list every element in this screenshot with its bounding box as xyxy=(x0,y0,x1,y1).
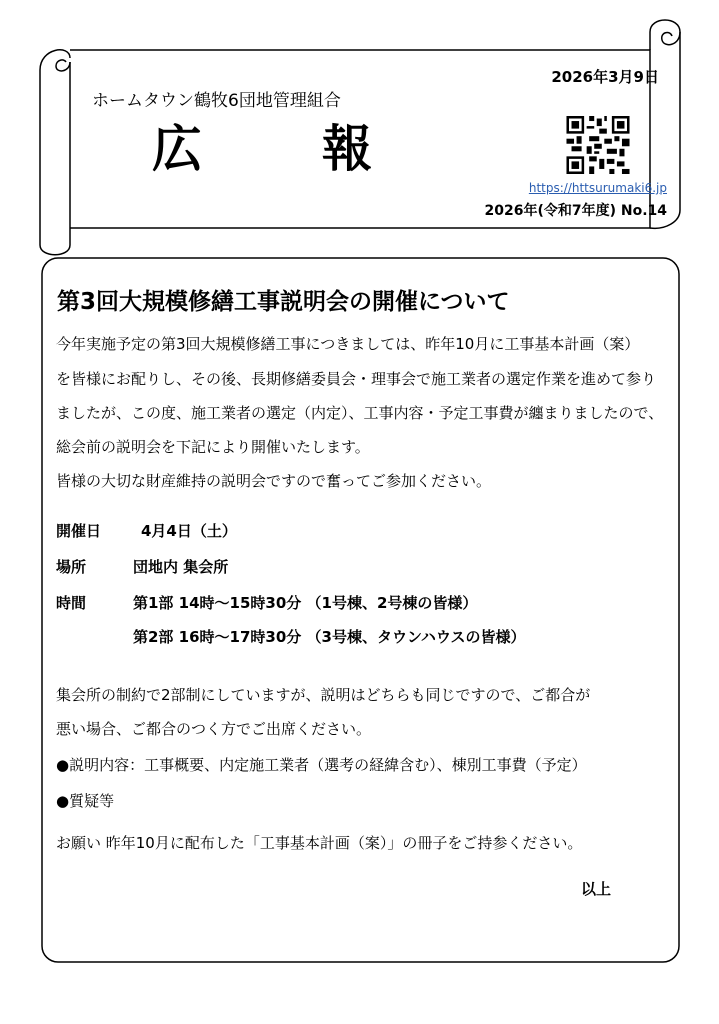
intro-line: を皆様にお配りし、その後、長期修繕委員会・理事会で施工業者の選定作業を進めて参り xyxy=(56,370,657,388)
event-time-label: 時間 xyxy=(56,594,87,612)
qr-code-icon xyxy=(566,116,630,174)
request-note: お願い 昨年10月に配布した「工事基本計画（案）」の冊子をご持参ください。 xyxy=(56,834,583,852)
intro-line: 今年実施予定の第3回大規模修繕工事につきましては、昨年10月に工事基本計画（案） xyxy=(56,335,640,353)
intro-line: 皆様の大切な財産維持の説明会ですので奮ってご参加ください。 xyxy=(56,472,492,490)
article-headline: 第3回大規模修繕工事説明会の開催について xyxy=(57,289,510,315)
event-date-label: 開催日 xyxy=(56,522,102,540)
newsletter-title: 広報 xyxy=(152,120,492,178)
intro-line: ましたが、この度、施工業者の選定（内定）、工事内容・予定工事費が纏まりましたので、 xyxy=(56,404,664,422)
website-link[interactable]: https://httsurumaki6.jp xyxy=(528,181,667,195)
session-2: 第2部 16時～17時30分 （3号棟、タウンハウスの皆様） xyxy=(133,628,526,646)
note-line: 集会所の制約で2部制にしていますが、説明はどちらも同じですので、ご都合が xyxy=(56,686,591,704)
event-date-value: 4月4日（土） xyxy=(141,522,237,540)
session-1: 第1部 14時～15時30分 （1号棟、2号棟の皆様） xyxy=(133,594,478,612)
note-line: 悪い場合、ご都合のつく方でご出席ください。 xyxy=(56,720,372,738)
organization-name: ホームタウン鶴牧6団地管理組合 xyxy=(92,91,341,111)
agenda-item: ●説明内容：工事概要、内定施工業者（選考の経緯含む）、棟別工事費（予定） xyxy=(56,756,587,774)
issue-date: 2026年3月9日 xyxy=(551,68,659,86)
agenda-item: ●質疑等 xyxy=(56,792,115,810)
closing-word: 以上 xyxy=(580,880,611,898)
event-place-label: 場所 xyxy=(56,558,87,576)
event-place-value: 団地内 集会所 xyxy=(133,558,229,576)
issue-number: 2026年(令和7年度) No.14 xyxy=(484,203,667,219)
intro-line: 総会前の説明会を下記により開催いたします。 xyxy=(56,438,370,456)
